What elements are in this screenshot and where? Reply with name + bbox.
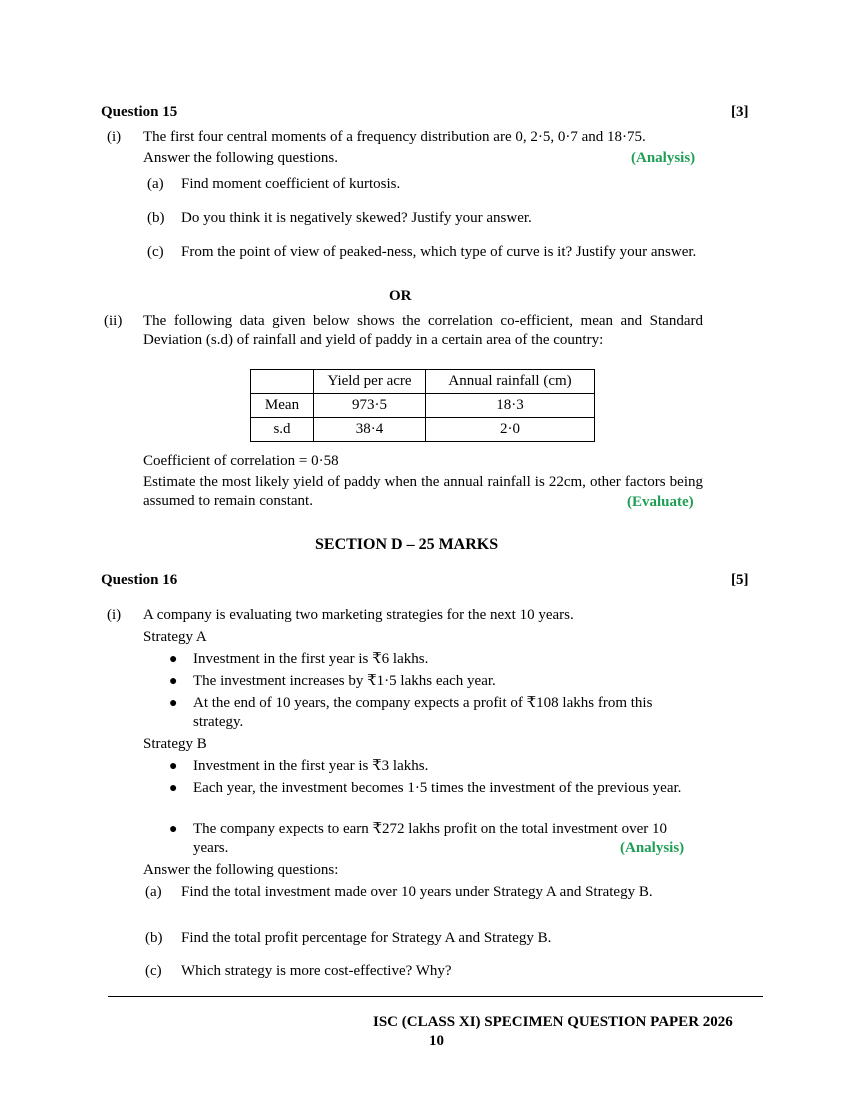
item-text: Do you think it is negatively skewed? Justify your answer. xyxy=(181,210,532,226)
part-number: (i) xyxy=(107,607,122,623)
strategy-bullet: The investment increases by ₹1·5 lakhs each year. xyxy=(193,673,496,689)
part-number: (ii) xyxy=(104,313,123,329)
question-16-marks: [5] xyxy=(731,572,749,588)
bullet-icon: ● xyxy=(169,759,178,774)
bullet-icon: ● xyxy=(169,822,178,837)
table-cell: s.d xyxy=(251,418,314,442)
question-15-title: Question 15 xyxy=(101,104,178,120)
bullet-icon: ● xyxy=(169,652,178,667)
table-header-cell: Annual rainfall (cm) xyxy=(426,370,595,394)
footer-title: ISC (CLASS XI) SPECIMEN QUESTION PAPER 2026 xyxy=(373,1014,733,1030)
strategy-b-label: Strategy B xyxy=(143,736,207,752)
item-text: Find moment coefficient of kurtosis. xyxy=(181,176,401,192)
table-header-cell xyxy=(251,370,314,394)
estimate-text: Estimate the most likely yield of paddy when the annual rainfall is 22cm, other factors being assumed to remain constant. xyxy=(143,474,703,509)
item-label: (b) xyxy=(147,210,165,226)
table-cell: 973·5 xyxy=(314,394,426,418)
bullet-icon: ● xyxy=(169,781,178,796)
table-header-row xyxy=(251,370,595,394)
strategy-bullet: The company expects to earn ₹272 lakhs profit on the total investment over 10 years. xyxy=(193,821,668,856)
table-row xyxy=(251,418,595,442)
item-text: Find the total investment made over 10 years under Strategy A and Strategy B. xyxy=(181,884,653,900)
table-cell: 38·4 xyxy=(314,418,426,442)
table-header-cell: Yield per acre xyxy=(314,370,426,394)
item-text: Which strategy is more cost-effective? Why? xyxy=(181,963,452,979)
strategy-bullet: Investment in the first year is ₹6 lakhs. xyxy=(193,651,429,667)
q16-intro: A company is evaluating two marketing strategies for the next 10 years. xyxy=(143,607,574,623)
item-label: (a) xyxy=(145,884,162,900)
question-16-title: Question 16 xyxy=(101,572,178,588)
strategy-bullet: At the end of 10 years, the company expects a profit of ₹108 lakhs from this strategy. xyxy=(193,695,653,730)
item-label: (b) xyxy=(145,930,163,946)
table-cell: Mean xyxy=(251,394,314,418)
rainfall-yield-table xyxy=(250,369,595,442)
strategy-bullet: Investment in the first year is ₹3 lakhs. xyxy=(193,758,429,774)
strategy-a-label: Strategy A xyxy=(143,629,207,645)
item-label: (c) xyxy=(147,244,164,260)
part-number: (i) xyxy=(107,129,122,145)
part-i-line1: The first four central moments of a frequency distribution are 0, 2·5, 0·7 and 18·75. xyxy=(143,129,646,145)
part-ii-text: The following data given below shows the correlation co-efficient, mean and Standard Deviation (s.d) of rainfall and yield of paddy in a certain area of the country: xyxy=(143,313,703,348)
answer-prompt: Answer the following questions: xyxy=(143,862,339,878)
evaluate-tag: (Evaluate) xyxy=(627,494,694,510)
analysis-tag: (Analysis) xyxy=(631,150,696,166)
page-number: 10 xyxy=(429,1033,444,1049)
table-cell: 18·3 xyxy=(426,394,595,418)
item-label: (c) xyxy=(145,963,162,979)
question-15-marks: [3] xyxy=(731,104,749,120)
table-cell: 2·0 xyxy=(426,418,595,442)
or-divider: OR xyxy=(389,288,412,304)
strategy-bullet: Each year, the investment becomes 1·5 times the investment of the previous year. xyxy=(193,780,682,796)
section-heading: SECTION D – 25 MARKS xyxy=(315,536,499,553)
item-text: Find the total profit percentage for Strategy A and Strategy B. xyxy=(181,930,552,946)
analysis-tag: (Analysis) xyxy=(620,840,685,856)
bullet-icon: ● xyxy=(169,696,178,711)
part-i-line2: Answer the following questions. xyxy=(143,150,338,166)
item-label: (a) xyxy=(147,176,164,192)
item-text: From the point of view of peaked-ness, which type of curve is it? Justify your answer. xyxy=(181,244,697,260)
bullet-icon: ● xyxy=(169,674,178,689)
correlation-coefficient: Coefficient of correlation = 0·58 xyxy=(143,453,339,469)
table-row xyxy=(251,394,595,418)
footer-divider xyxy=(108,996,763,997)
